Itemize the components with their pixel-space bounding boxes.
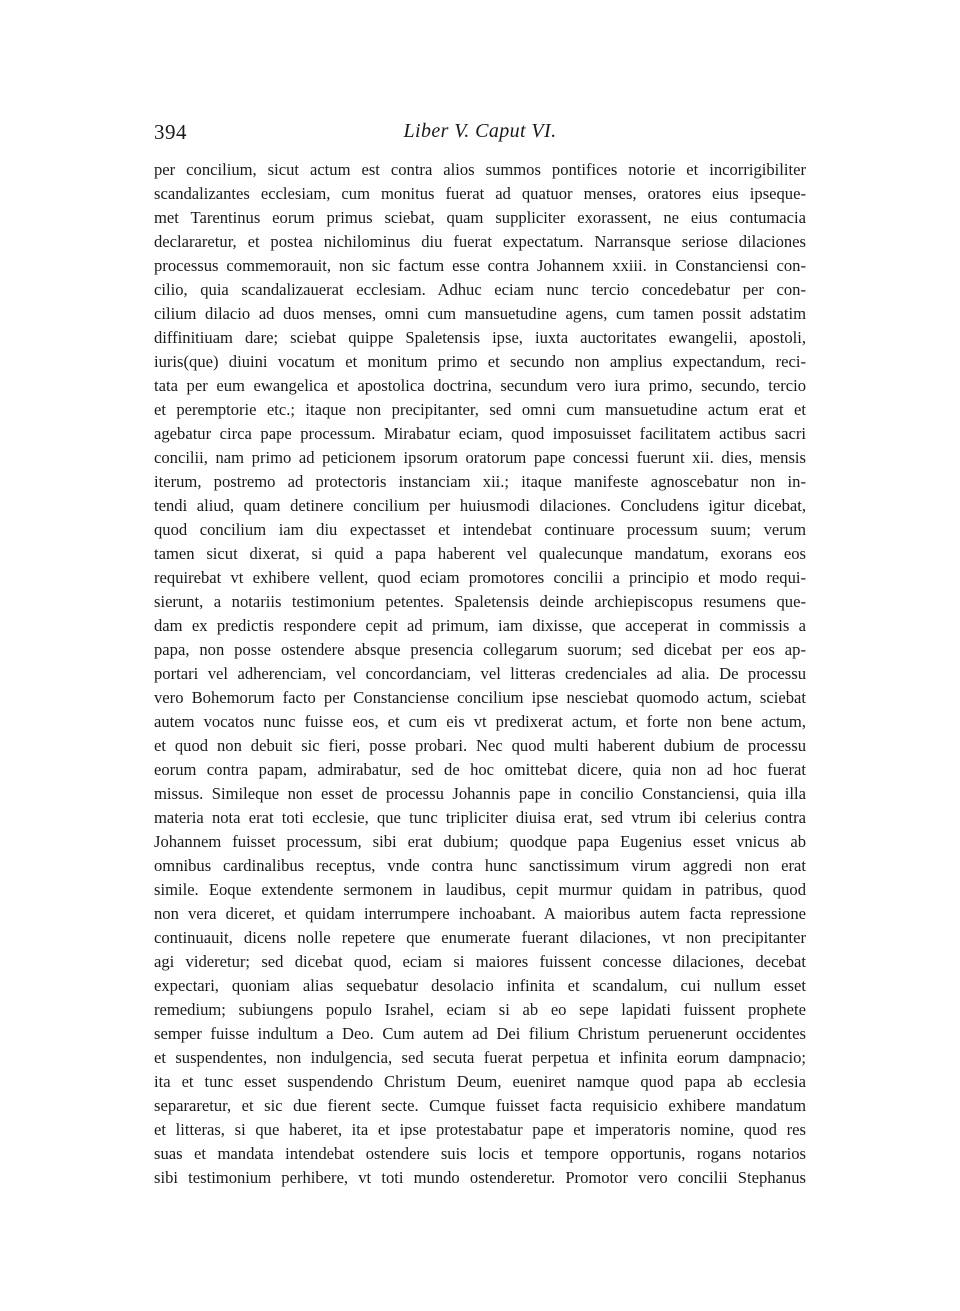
- text-line: et suspendentes, non indulgencia, sed secuta fuerat perpetua et infinita eorum dampnacio;: [154, 1048, 806, 1067]
- body-text: [154, 158, 806, 1190]
- text-line: tata per eum ewangelica et apostolica doctrina, secundum vero iura primo, secundo, tercio: [154, 376, 806, 395]
- text-line: dam ex predictis respondere cepit ad primum, iam dixisse, que acceperat in commissis a: [154, 616, 806, 635]
- text-line: eorum contra papam, admirabatur, sed de hoc omittebat dicere, quia non ad hoc fuerat: [154, 760, 806, 779]
- text-line: requirebat vt exhibere vellent, quod eciam promotores concilii a principio et modo requi-: [154, 568, 806, 587]
- text-line: quod concilium iam diu expectasset et intendebat continuare processum suum; verum: [154, 520, 806, 539]
- text-line: semper fuisse indultum a Deo. Cum autem ad Dei filium Christum peruenerunt occidentes: [154, 1024, 806, 1043]
- page-number: 394: [154, 120, 187, 144]
- text-line: diffinitiuam dare; sciebat quippe Spaletensis ipse, iuxta auctoritates ewangelii, apostoli,: [154, 328, 806, 347]
- text-line: et peremptorie etc.; itaque non precipitanter, sed omni cum mansuetudine actum erat et: [154, 400, 806, 419]
- text-line: et litteras, si que haberet, ita et ipse protestabatur pape et imperatoris nomine, quod res: [154, 1120, 806, 1139]
- text-line: iterum, postremo ad protectoris instanciam xii.; itaque manifeste agnoscebatur non in-: [154, 472, 806, 491]
- text-line: vero Bohemorum facto per Constanciense concilium ipse nesciebat quomodo actum, sciebat: [154, 688, 806, 707]
- running-head: Liber V. Caput VI.: [403, 120, 557, 142]
- text-line: expectari, quoniam alias sequebatur desolacio infinita et scandalum, cui nullum esset: [154, 976, 806, 995]
- text-line: omnibus cardinalibus receptus, vnde contra hunc sanctissimum virum aggredi non erat: [154, 856, 806, 875]
- text-line: concilii, nam primo ad peticionem ipsorum oratorum pape concessi fuerunt xii. dies, mensis: [154, 448, 806, 467]
- text-line: et quod non debuit sic fieri, posse probari. Nec quod multi haberent dubium de processu: [154, 736, 806, 755]
- text-line: portari vel adherenciam, vel concordanciam, vel litteras credenciales ad alia. De processu: [154, 664, 806, 683]
- text-line: non vera diceret, et quidam interrumpere inchoabant. A maioribus autem facta repressione: [154, 904, 806, 923]
- text-line: Johannem fuisset processum, sibi erat dubium; quodque papa Eugenius esset vnicus ab: [154, 832, 806, 851]
- text-line: scandalizantes ecclesiam, cum monitus fuerat ad quatuor menses, oratores eius ipseque-: [154, 184, 806, 203]
- text-line: met Tarentinus eorum primus sciebat, quam suppliciter exorassent, ne eius contumacia: [154, 208, 806, 227]
- text-line: missus. Simileque non esset de processu Johannis pape in concilio Constanciensi, quia illa: [154, 784, 806, 803]
- text-line: remedium; subiungens populo Israhel, eciam si ab eo sepe lapidati fuissent prophete: [154, 1000, 806, 1019]
- text-line: continuauit, dicens nolle repetere que enumerate fuerant dilaciones, vt non precipitanter: [154, 928, 806, 947]
- text-line: declararetur, et postea nichilominus diu fuerat expectatum. Narransque seriose dilaciones: [154, 232, 806, 251]
- text-line: cilio, quia scandalizauerat ecclesiam. Adhuc eciam nunc tercio concedebatur per con-: [154, 280, 806, 299]
- text-line: ita et tunc esset suspendendo Christum Deum, eueniret namque quod papa ab ecclesia: [154, 1072, 806, 1091]
- text-line: simile. Eoque extendente sermonem in laudibus, cepit murmur quidam in patribus, quod: [154, 880, 806, 899]
- text-line: cilium dilacio ad duos menses, omni cum mansuetudine agens, cum tamen possit adstatim: [154, 304, 806, 323]
- text-line: agi videretur; sed dicebat quod, eciam si maiores fuissent concesse dilaciones, decebat: [154, 952, 806, 971]
- text-line: tendi aliud, quam detinere concilium per huiusmodi dilaciones. Concludens igitur dicebat,: [154, 496, 806, 515]
- text-line: suas et mandata intendebat ostendere suis locis et tempore opportunis, rogans notarios: [154, 1144, 806, 1163]
- page-header: [154, 116, 806, 146]
- text-line: processus commemorauit, non sic factum esse contra Johannem xxiii. in Constanciensi con-: [154, 256, 806, 275]
- text-line: tamen sicut dixerat, si quid a papa haberent vel qualecunque mandatum, exorans eos: [154, 544, 806, 563]
- text-line: per concilium, sicut actum est contra alios summos pontifices notorie et incorrigibiliter: [154, 160, 806, 179]
- text-line: separaretur, et sic due fierent secte. Cumque fuisset facta requisicio exhibere mandatum: [154, 1096, 806, 1115]
- text-line: sibi testimonium perhibere, vt toti mundo ostenderetur. Promotor vero concilii Stephanus: [154, 1168, 806, 1187]
- text-line: sierunt, a notariis testimonium petentes. Spaletensis deinde archiepiscopus resumens que-: [154, 592, 806, 611]
- text-line: papa, non posse ostendere absque presencia collegarum suorum; sed dicebat per eos ap-: [154, 640, 806, 659]
- text-line: autem vocatos nunc fuisse eos, et cum eis vt predixerat actum, et forte non bene actum,: [154, 712, 806, 731]
- text-line: iuris(que) diuini vocatum et monitum primo et secundo non amplius expectandum, reci-: [154, 352, 806, 371]
- text-line: materia nota erat toti ecclesie, que tunc tripliciter diuisa erat, sed vtrum ibi celerius contra: [154, 808, 806, 827]
- text-line: agebatur circa pape processum. Mirabatur eciam, quod imposuisset facilitatem actibus sacri: [154, 424, 806, 443]
